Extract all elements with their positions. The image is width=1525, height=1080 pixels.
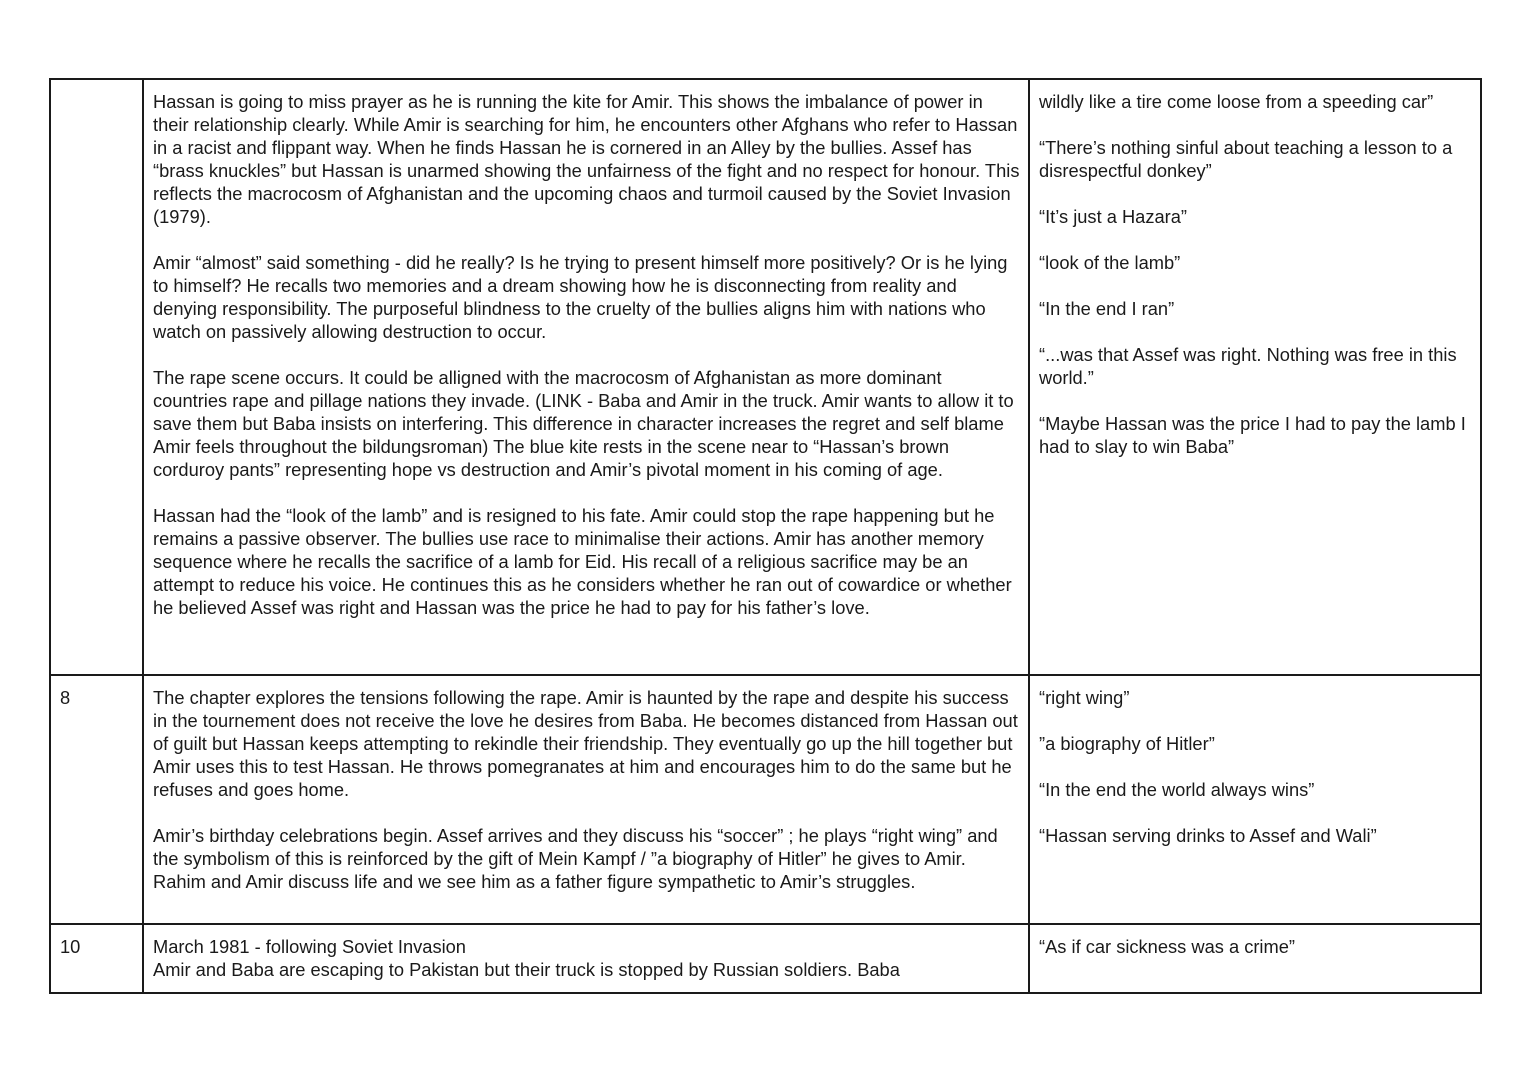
chapter-cell xyxy=(50,79,143,675)
quote: ”a biography of Hitler” xyxy=(1039,733,1215,754)
quotes-cell xyxy=(1029,79,1481,675)
quotes-cell xyxy=(1029,924,1481,993)
summary-paragraph: Hassan had the “look of the lamb” and is resigned to his fate. Amir could stop the rape happening but he remains a passive observer. The bullies use race to minimalise their actions. Amir has another memory sequence where he recalls the sacrifice of a lamb for Eid. His recall of a religious sacrifice may be an attempt to reduce his voice. He continues this as he considers whether he ran out of cowardice or whether he believed Assef was right and Hassan was the price he had to pay for his father’s love. xyxy=(153,505,1012,618)
summary-line: March 1981 - following Soviet Invasion xyxy=(153,936,466,957)
quote: wildly like a tire come loose from a speeding car” xyxy=(1039,91,1434,112)
table-row xyxy=(50,675,1481,924)
quote: “Hassan serving drinks to Assef and Wali” xyxy=(1039,825,1377,846)
summary-paragraph: Amir “almost” said something - did he really? Is he trying to present himself more positively? Or is he lying to himself? He recalls two memories and a dream showing how he is disconnecting from reality and denying responsibility. The purposeful blindness to the cruelty of the bullies aligns him with nations who watch on passively allowing destruction to occur. xyxy=(153,252,1008,342)
notes-table xyxy=(49,78,1482,994)
quotes-cell xyxy=(1029,675,1481,924)
chapter-cell: 10 xyxy=(50,924,143,993)
summary-paragraph: Amir’s birthday celebrations begin. Assef arrives and they discuss his “soccer” ; he plays “right wing” and the symbolism of this is reinforced by the gift of Mein Kampf / ”a biography of Hitler” he gives to Amir. Rahim and Amir discuss life and we see him as a father figure sympathetic to Amir’s struggles. xyxy=(153,825,998,892)
summary-cell xyxy=(143,79,1029,675)
summary-cell xyxy=(143,924,1029,993)
quote: “Maybe Hassan was the price I had to pay the lamb I had to slay to win Baba” xyxy=(1039,413,1466,457)
quote: “As if car sickness was a crime” xyxy=(1039,936,1295,957)
quote: “There’s nothing sinful about teaching a lesson to a disrespectful donkey” xyxy=(1039,137,1453,181)
summary-cell xyxy=(143,675,1029,924)
chapter-cell: 8 xyxy=(50,675,143,924)
summary-paragraph: Hassan is going to miss prayer as he is running the kite for Amir. This shows the imbalance of power in their relationship clearly. While Amir is searching for him, he encounters other Afghans who refer to Hassan in a racist and flippant way. When he finds Hassan he is cornered in an Alley by the bullies. Assef has “brass knuckles” but Hassan is unarmed showing the unfairness of the fight and no respect for honour. This reflects the macrocosm of Afghanistan and the upcoming chaos and turmoil caused by the Soviet Invasion (1979). xyxy=(153,91,1020,227)
summary-paragraph: The chapter explores the tensions following the rape. Amir is haunted by the rape and despite his success in the tournement does not receive the love he desires from Baba. He becomes distanced from Hassan out of guilt but Hassan keeps attempting to rekindle their friendship. They eventually go up the hill together but Amir uses this to test Hassan. He throws pomegranates at him and encourages him to do the same but he refuses and goes home. xyxy=(153,687,1018,800)
table-row xyxy=(50,79,1481,675)
quote: “It’s just a Hazara” xyxy=(1039,206,1187,227)
quote: “look of the lamb” xyxy=(1039,252,1181,273)
quote: “In the end the world always wins” xyxy=(1039,779,1315,800)
summary-line: Amir and Baba are escaping to Pakistan but their truck is stopped by Russian soldiers. Baba xyxy=(153,959,900,980)
table-row xyxy=(50,924,1481,993)
quote: “In the end I ran” xyxy=(1039,298,1175,319)
quote: “right wing” xyxy=(1039,687,1130,708)
summary-paragraph: The rape scene occurs. It could be alligned with the macrocosm of Afghanistan as more dominant countries rape and pillage nations they invade. (LINK - Baba and Amir in the truck. Amir wants to allow it to save them but Baba insists on interfering. This difference in character increases the regret and self blame Amir feels throughout the bildungsroman) The blue kite rests in the scene near to “Hassan’s brown corduroy pants” representing hope vs destruction and Amir’s pivotal moment in his coming of age. xyxy=(153,367,1014,480)
quote: “...was that Assef was right. Nothing was free in this world.” xyxy=(1039,344,1457,388)
